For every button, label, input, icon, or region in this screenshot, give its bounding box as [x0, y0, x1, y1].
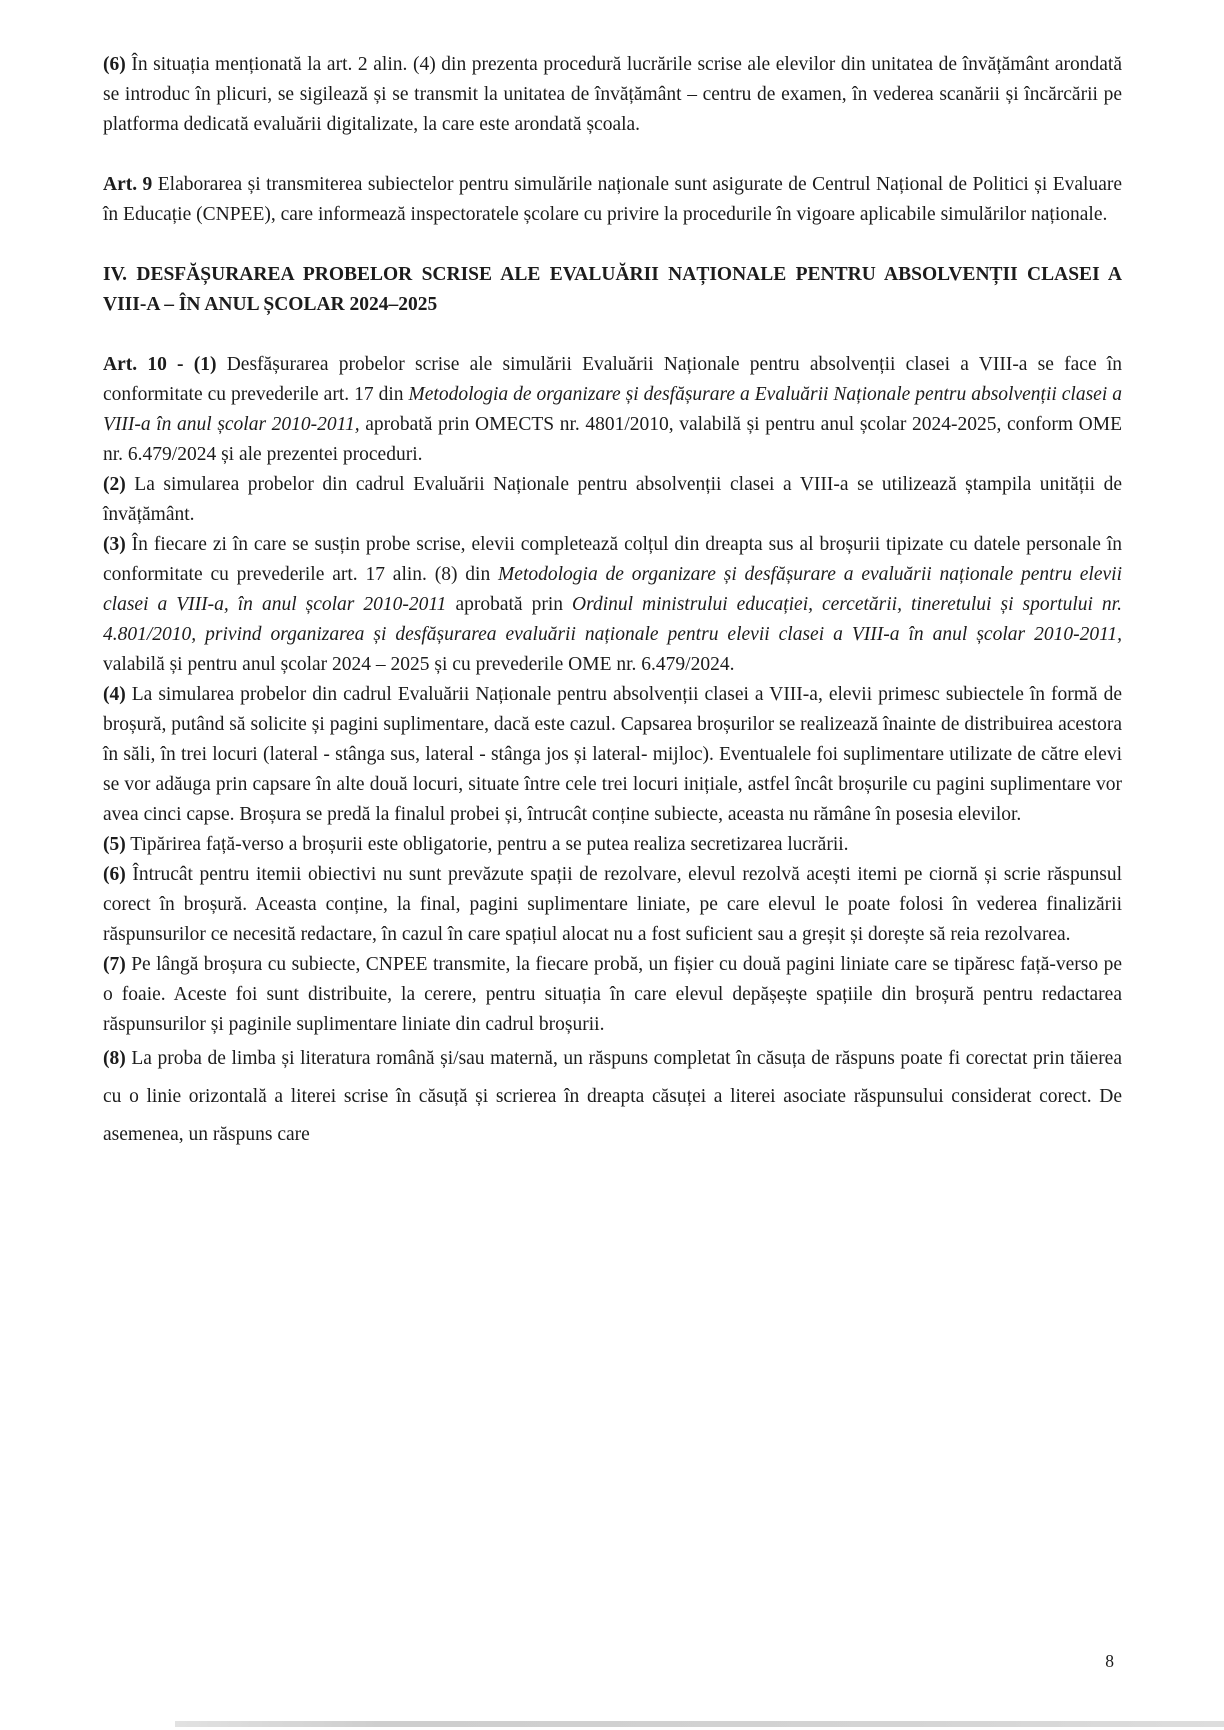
para-art10-1 — [103, 350, 1122, 470]
text-run: IV. DESFĂȘURAREA PROBELOR SCRISE ALE EVALUĂRII NAȚIONALE PENTRU ABSOLVENȚII CLASEI A VIII-A – ÎN ANUL ȘCOLAR 2024–2025 — [103, 264, 1122, 315]
text-run: Desfășurarea probelor scrise ale simulării Evaluării Naționale pentru absolvenții clasei a VIII-a se face în conformitate cu prevederile art. 17 din — [103, 354, 1122, 405]
text-run: În situația menționată la art. 2 alin. (4) din prezenta procedură lucrările scrise ale elevilor din unitatea de învățământ arondată se introduc în plicuri, se sigilează și se transmit la unitatea de învățământ – centru de examen, în vederea scanării și încărcării pe platforma dedicată evaluării digitalizate, la care este arondată școala. — [103, 54, 1122, 135]
text-run: valabilă și pentru anul școlar 2024 – 2025 și cu prevederile OME nr. 6.479/2024. — [103, 654, 735, 675]
section-heading-iv — [103, 260, 1122, 320]
text-run: (6) — [103, 864, 126, 885]
text-run: Art. 9 — [103, 174, 153, 195]
para-art10-7 — [103, 950, 1122, 1040]
text-run: Metodologia de organizare și desfășurare a evaluării naționale pentru elevii clasei a VIII-a, în anul școlar 2010-2011 — [103, 564, 1122, 615]
page-number: 8 — [1105, 1651, 1114, 1671]
text-run: (5) — [103, 834, 126, 855]
para-art10-6 — [103, 860, 1122, 950]
text-run: La simularea probelor din cadrul Evaluării Naționale pentru absolvenții clasei a VIII-a, elevii primesc subiectele în formă de broșură, putând să solicite și pagini suplimentare, dacă este cazul. Capsarea broșurilor se realizează înainte de distribuirea acestora în săli, în trei locuri (lateral - stânga sus, lateral - stânga jos și lateral- mijloc). Eventualele foi suplimentare utilizate de către elevi se vor adăuga prin capsare în alte două locuri, situate între cele trei locuri inițiale, astfel încât broșurile cu pagini suplimentare vor avea cinci capse. Broșura se predă la finalul probei și, întrucât conține subiecte, aceasta nu rămâne în posesia elevilor. — [103, 684, 1122, 825]
para-art10-3 — [103, 530, 1122, 680]
para-art10-8 — [103, 1040, 1122, 1154]
para-art10-4 — [103, 680, 1122, 830]
text-run: (4) — [103, 684, 126, 705]
text-run: (8) — [103, 1048, 126, 1069]
text-run: (6) — [103, 54, 126, 75]
text-run: Elaborarea și transmiterea subiectelor pentru simulările naționale sunt asigurate de Centrul Național de Politici și Evaluare în Educație (CNPEE), care informează inspectoratele școlare cu privire la procedurile în vigoare aplicabile simulărilor naționale. — [103, 174, 1122, 225]
text-run: aprobată prin — [446, 594, 572, 615]
text-run: (3) — [103, 534, 126, 555]
text-run: Metodologia de organizare și desfășurare a Evaluării Naționale pentru absolvenții clasei a VIII-a în anul școlar 2010-2011, — [103, 384, 1122, 435]
para-art2-alin6 — [103, 50, 1122, 140]
text-run: (2) — [103, 474, 126, 495]
text-run: aprobată prin OMECTS nr. 4801/2010, valabilă și pentru anul școlar 2024-2025, conform OME nr. 6.479/2024 și ale prezentei proceduri. — [103, 414, 1122, 465]
text-run: La proba de limba și literatura română și/sau maternă, un răspuns completat în căsuța de răspuns poate fi corectat prin tăierea cu o linie orizontală a literei scrise în căsuță și scrierea în dreapta căsuței a literei asociate răspunsului considerat corect. De asemenea, un răspuns care — [103, 1048, 1122, 1145]
scan-edge-artifact — [175, 1721, 1224, 1727]
text-run: Art. 10 - (1) — [103, 354, 217, 375]
text-run: Pe lângă broșura cu subiecte, CNPEE transmite, la fiecare probă, un fișier cu două pagini liniate care se tipăresc față-verso pe o foaie. Aceste foi sunt distribuite, la cerere, pentru situația în care elevul depășește spațiile din broșură pentru redactarea răspunsurilor și paginile suplimentare liniate din cadrul broșurii. — [103, 954, 1122, 1035]
para-art10-5 — [103, 830, 1122, 860]
document-content — [103, 50, 1122, 1154]
text-run: Ordinul ministrului educației, cercetării, tineretului și sportului nr. 4.801/2010, privind organizarea și desfășurarea evaluării naționale pentru elevii clasei a VIII-a în anul școlar 2010-2011, — [103, 594, 1122, 645]
text-run: (7) — [103, 954, 126, 975]
para-art10-2 — [103, 470, 1122, 530]
text-run: În fiecare zi în care se susțin probe scrise, elevii completează colțul din dreapta sus al broșurii tipizate cu datele personale în conformitate cu prevederile art. 17 alin. (8) din — [103, 534, 1122, 585]
text-run: Tipărirea față-verso a broșurii este obligatorie, pentru a se putea realiza secretizarea lucrării. — [125, 834, 849, 855]
text-run: Întrucât pentru itemii obiectivi nu sunt prevăzute spații de rezolvare, elevul rezolvă acești itemi pe ciornă și scrie răspunsul corect în broșură. Aceasta conține, la final, pagini suplimentare liniate, pe care elevul le poate folosi în vederea finalizării răspunsurilor ce necesită redactare, în cazul în care spațiul alocat nu a fost suficient sau a greșit și dorește să reia rezolvarea. — [103, 864, 1122, 945]
text-run: La simularea probelor din cadrul Evaluării Naționale pentru absolvenții clasei a VIII-a se utilizează ștampila unității de învățământ. — [103, 474, 1122, 525]
para-art9 — [103, 170, 1122, 230]
